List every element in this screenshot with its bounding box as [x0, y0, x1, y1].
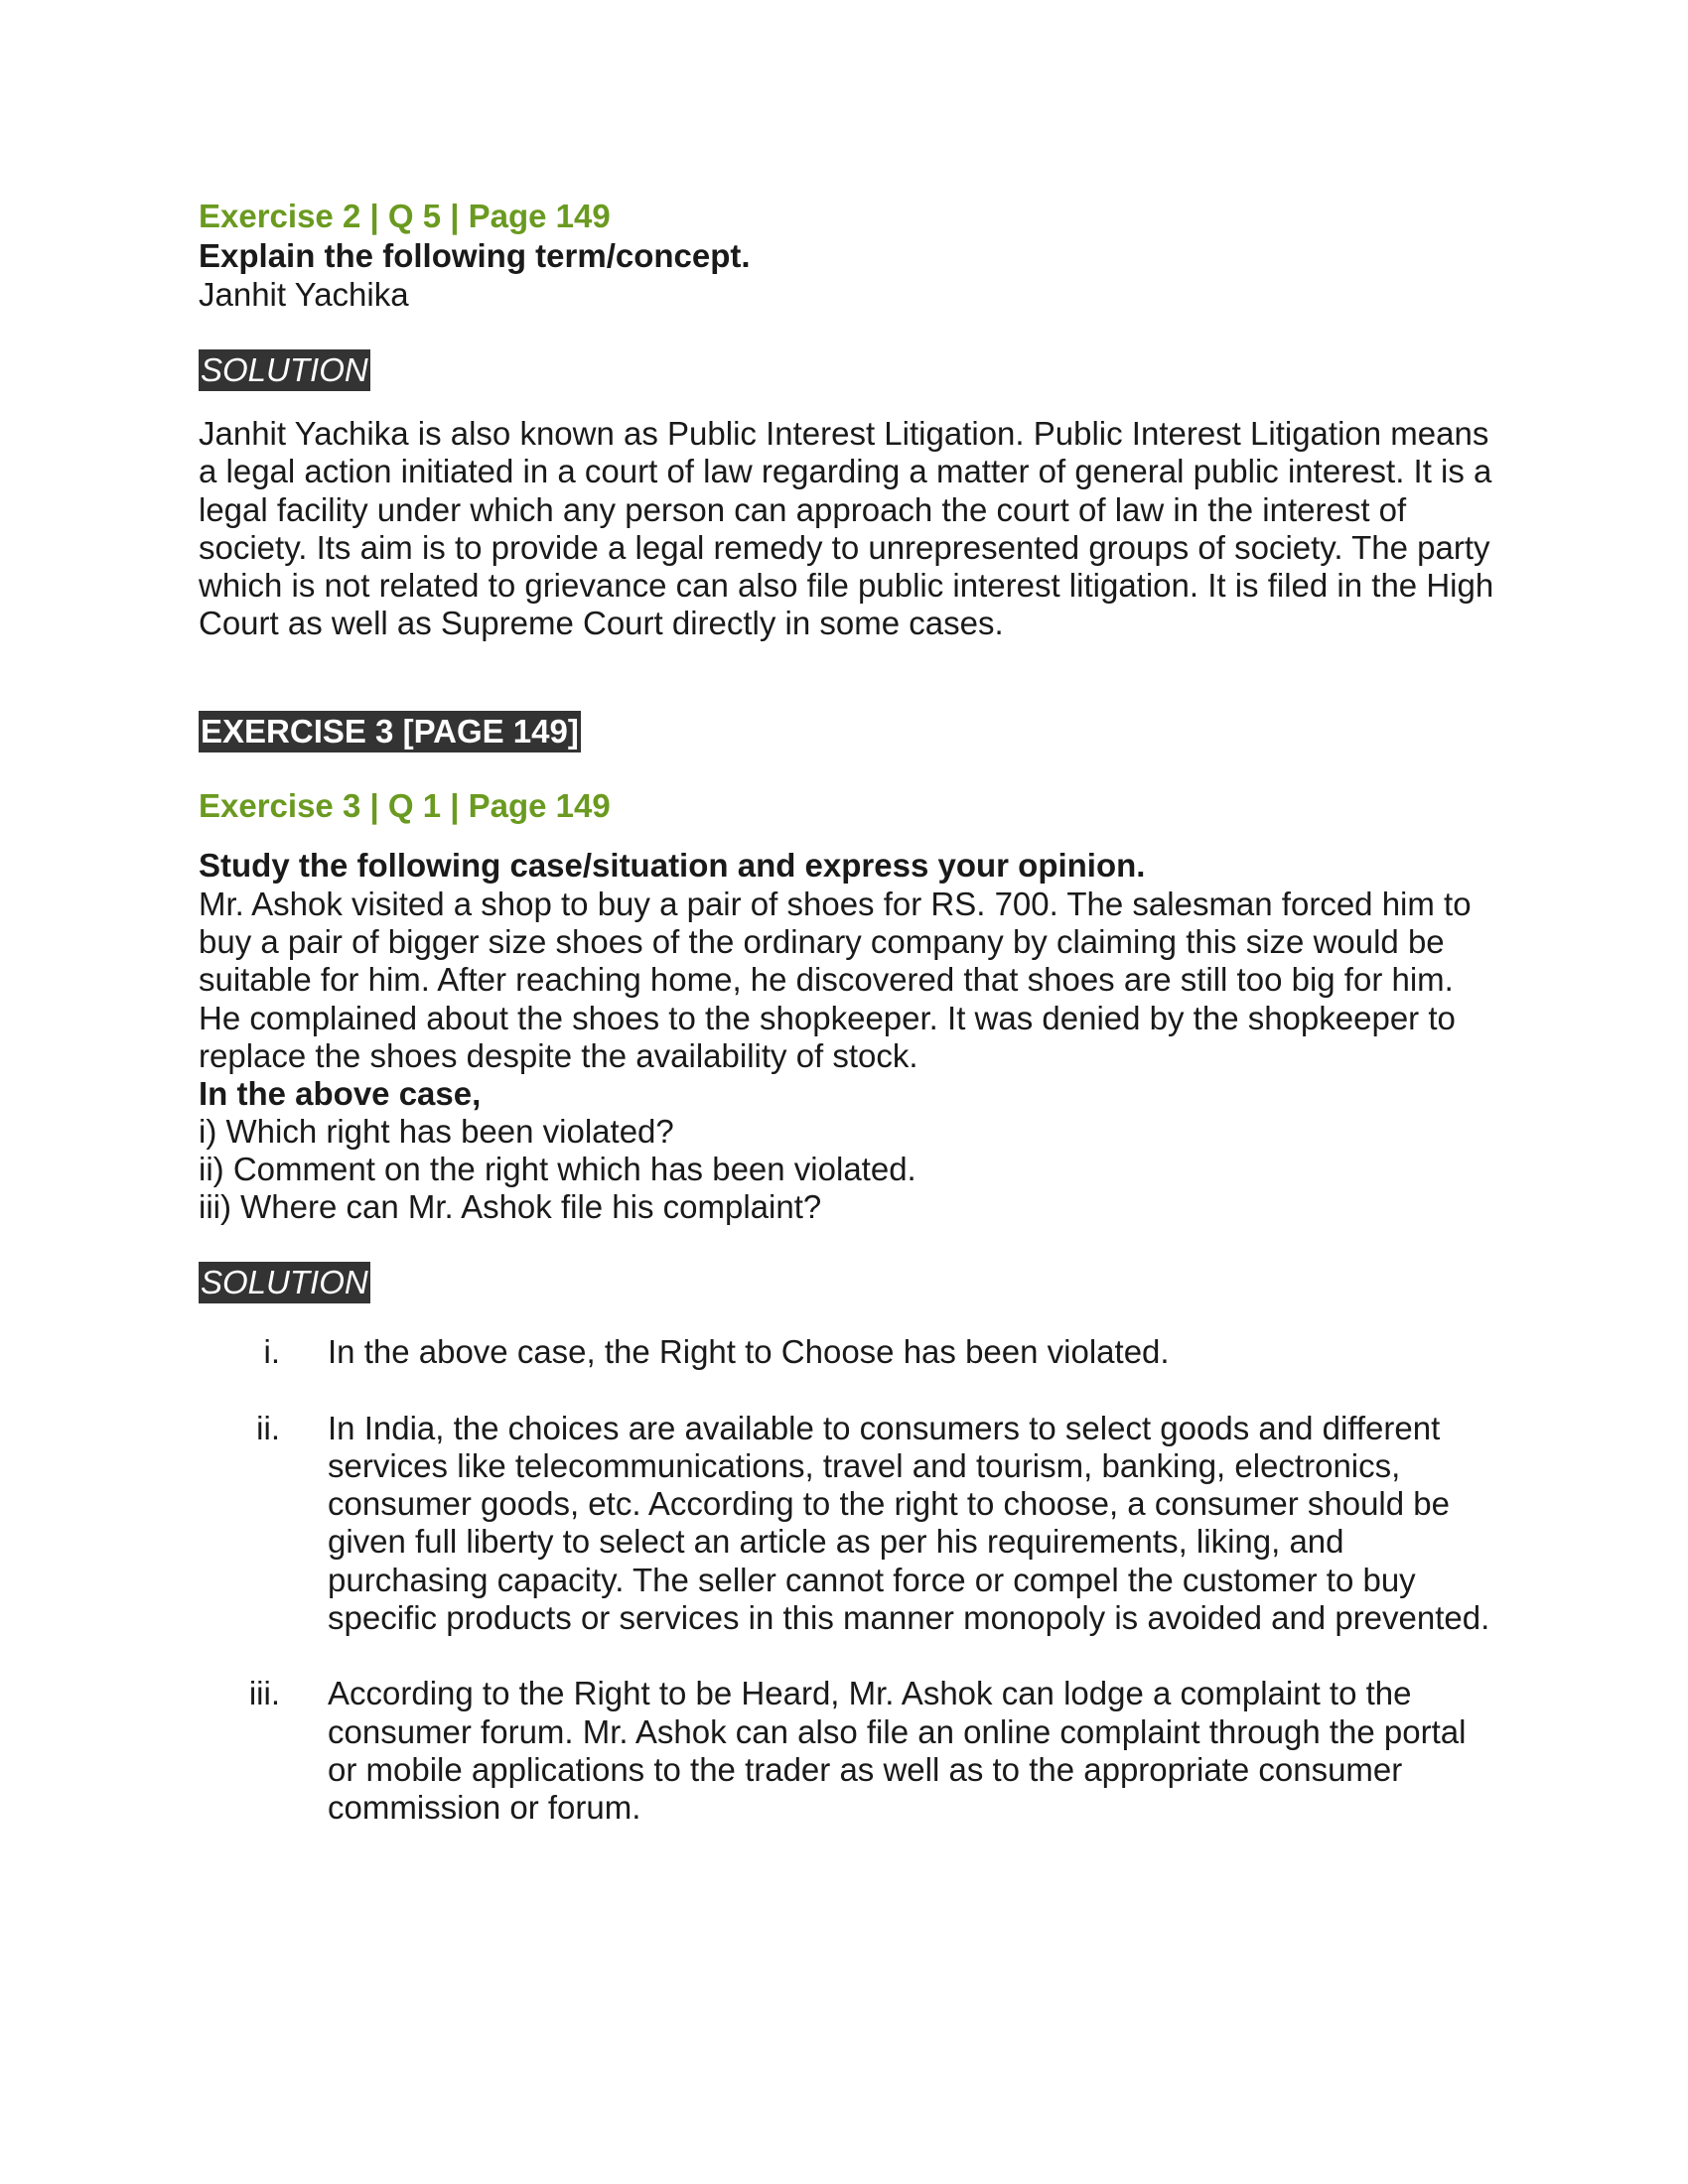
q1-question-2: ii) Comment on the right which has been violated. — [199, 1151, 916, 1188]
exercise3-banner: EXERCISE 3 [PAGE 149] — [199, 711, 581, 752]
q5-term: Janhit Yachika — [199, 276, 409, 313]
q5-solution-tag: SOLUTION — [199, 349, 370, 391]
q1-solution-tag: SOLUTION — [199, 1262, 370, 1303]
document-page — [199, 197, 1499, 1828]
q1-question-3: iii) Where can Mr. Ashok file his complaint? — [199, 1188, 822, 1226]
list-item — [228, 1333, 1499, 1371]
list-item — [228, 1675, 1499, 1827]
list-item-number: iii. — [248, 1675, 280, 1712]
q5-heading: Exercise 2 | Q 5 | Page 149 — [199, 198, 611, 234]
list-item-number: i. — [263, 1333, 280, 1371]
q1-case-intro: In the above case, — [199, 1075, 482, 1113]
q5-prompt: Explain the following term/concept. — [199, 237, 751, 274]
list-item-text: According to the Right to be Heard, Mr. Ashok can lodge a complaint to the consumer forum. Mr. Ashok can also file an online complaint through the portal or mobile applications to the trader as well as to the appropriate consumer commission or forum. — [328, 1675, 1467, 1827]
list-item-number: ii. — [256, 1409, 280, 1446]
list-item-text: In India, the choices are available to consumers to select goods and different services like telecommunications, travel and tourism, banking, electronics, consumer goods, etc. According to the right to choose, a consumer should be given full liberty to select an article as per his requirements, liking, and purchasing capacity. The seller cannot force or compel the customer to buy specific products or services in this manner monopoly is avoided and prevented. — [328, 1409, 1490, 1637]
q1-prompt: Study the following case/situation and express your opinion. — [199, 846, 1146, 884]
q1-heading: Exercise 3 | Q 1 | Page 149 — [199, 786, 611, 824]
q1-question-1: i) Which right has been violated? — [199, 1113, 674, 1151]
list-item-text: In the above case, the Right to Choose has been violated. — [328, 1333, 1170, 1371]
list-item — [228, 1410, 1499, 1638]
q5-answer: Janhit Yachika is also known as Public Interest Litigation. Public Interest Litigation means a legal action initiated in a court of law regarding a matter of general public interest. It is a legal facility under which any person can approach the court of law in the interest of society. Its aim is to provide a legal remedy to unrepresented groups of society. The party which is not related to grievance can also file public interest litigation. It is filed in the High Court as well as Supreme Court directly in some cases. — [199, 415, 1494, 642]
q1-answer-list — [199, 1333, 1499, 1827]
q1-case: Mr. Ashok visited a shop to buy a pair of shoes for RS. 700. The salesman forced him to buy a pair of bigger size shoes of the ordinary company by claiming this size would be suitable for him. After reaching home, he discovered that shoes are still too big for him. He complained about the shoes to the shopkeeper. It was denied by the shopkeeper to replace the shoes despite the availability of stock. — [199, 885, 1472, 1074]
